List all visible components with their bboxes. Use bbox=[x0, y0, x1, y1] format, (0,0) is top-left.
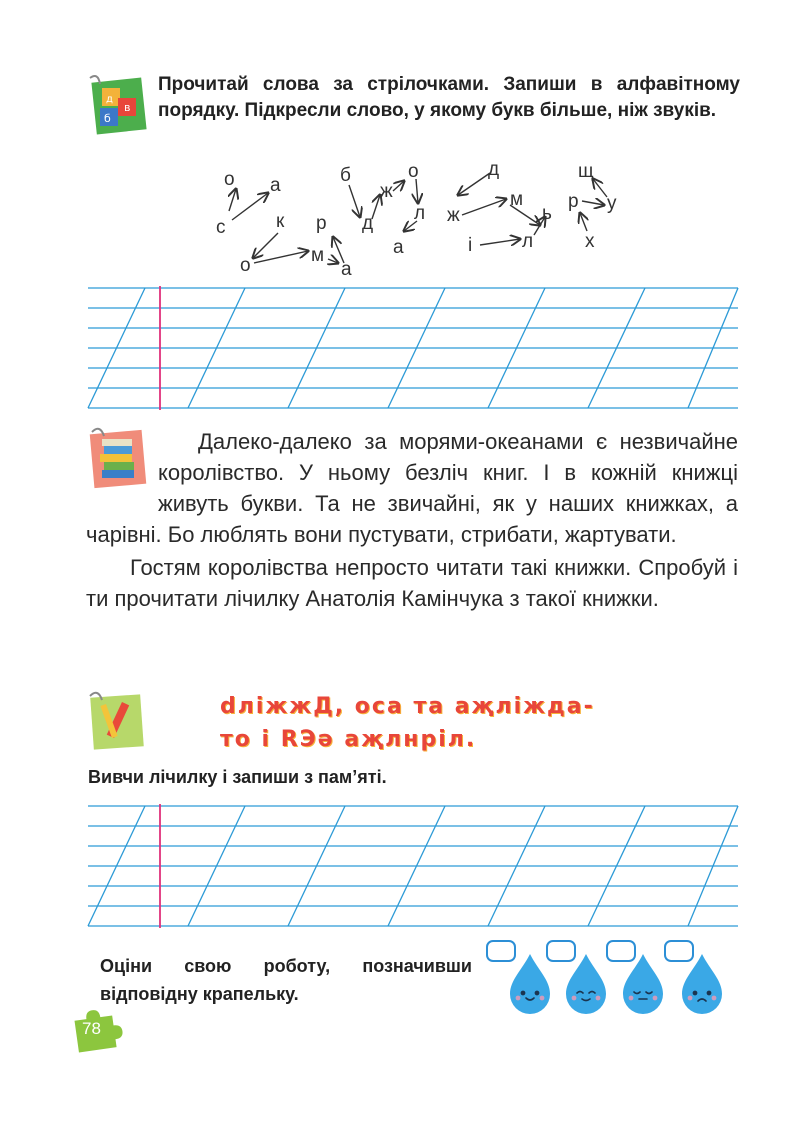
puzzle-letter: л bbox=[522, 231, 534, 252]
puzzle-letter: м bbox=[311, 245, 325, 266]
puzzle-letter: о bbox=[240, 255, 251, 276]
puzzle-letter: о bbox=[224, 169, 235, 190]
self-assessment-instruction: Оціни свою роботу, позначивши відповідну крапельку. bbox=[100, 956, 472, 1004]
puzzle-letter: с bbox=[216, 217, 226, 238]
puzzle-letter: і bbox=[468, 235, 473, 256]
svg-text:б: б bbox=[104, 112, 111, 125]
neutral-drop-icon[interactable] bbox=[623, 954, 663, 1014]
poem-line-1: dліжжД, оса та аҗліжда- bbox=[220, 694, 595, 719]
puzzle-letter: а bbox=[270, 175, 281, 196]
alphabet-blocks-icon bbox=[86, 74, 148, 138]
svg-text:д: д bbox=[106, 94, 113, 105]
puzzle-letter: р bbox=[568, 191, 579, 212]
puzzle-letter: ж bbox=[380, 181, 393, 202]
svg-text:в: в bbox=[124, 101, 131, 114]
writing-lines-1[interactable] bbox=[0, 280, 800, 410]
puzzle-letter: д bbox=[488, 159, 500, 180]
puzzle-letter: ж bbox=[447, 205, 460, 226]
story-text bbox=[86, 426, 738, 614]
puzzle-letter: л bbox=[414, 203, 426, 224]
task1-instruction: Прочитай слова за стрілочками. Запиши в алфавітному порядку. Підкресли слово, у якому букв більше, ніж звуків. bbox=[158, 74, 740, 121]
puzzle-letter: а bbox=[341, 259, 352, 280]
self-assessment-drops bbox=[480, 938, 740, 1018]
page-number: 78 bbox=[82, 1019, 101, 1038]
poem-line-2: то і RЭә аҗлнріл. bbox=[220, 727, 477, 752]
puzzle-letter: у bbox=[607, 193, 617, 214]
content-drop-icon[interactable] bbox=[566, 954, 606, 1014]
puzzle-letter: р bbox=[316, 213, 327, 234]
puzzle-letter: д bbox=[362, 213, 374, 234]
writing-lines-2[interactable] bbox=[0, 798, 800, 928]
sad-drop-icon[interactable] bbox=[682, 954, 722, 1014]
puzzle-letter: а bbox=[393, 237, 404, 258]
pencil-note-icon bbox=[86, 690, 148, 754]
happy-drop-icon[interactable] bbox=[510, 954, 550, 1014]
story-paragraph-1: Далеко-далеко за морями-океанами є незвичайне королівство. У ньому безліч книг. І в кожній книжці живуть букви. Та не звичайні, як у наших книжках, а чарівні. Бо люблять вони пустувати, стрибати, жартувати. bbox=[86, 429, 738, 547]
puzzle-letter: х bbox=[585, 231, 595, 252]
puzzle-letter: м bbox=[510, 189, 524, 210]
page-number-badge bbox=[70, 1010, 120, 1050]
puzzle-letter: щ bbox=[578, 161, 594, 182]
puzzle-letter: б bbox=[340, 165, 351, 186]
puzzle-letter: о bbox=[408, 161, 419, 182]
letter-puzzle bbox=[0, 155, 800, 285]
mirrored-poem bbox=[220, 690, 640, 756]
story-paragraph-2: Гостям королівства непросто читати такі книжки. Спробуй і ти прочитати лічилку Анатолія Камінчука з такої книжки. bbox=[86, 555, 738, 611]
puzzle-letter: к bbox=[276, 211, 285, 232]
task2-instruction: Вивчи лічилку і запиши з пам’яті. bbox=[88, 767, 387, 787]
puzzle-letter: ь bbox=[542, 203, 552, 224]
